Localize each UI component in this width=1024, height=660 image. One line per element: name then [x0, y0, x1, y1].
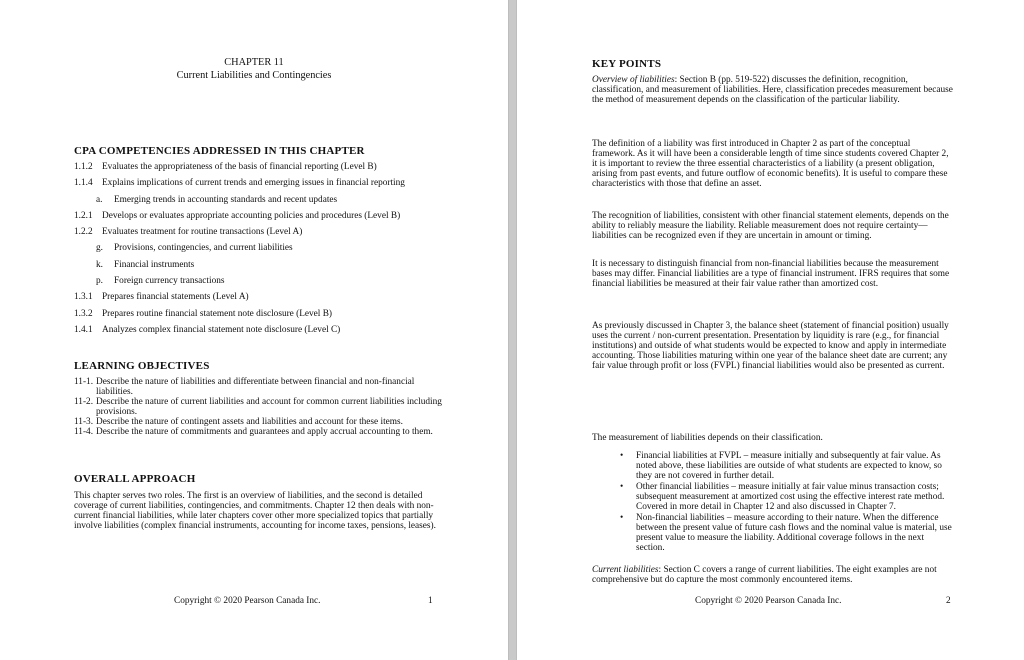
- competency-item: [74, 227, 454, 237]
- footer-copyright: Copyright © 2020 Pearson Canada Inc.: [695, 596, 842, 606]
- overview-text: : Section B (pp. 519-522) discusses the definition, recognition, classification, and measurement of liabilities. Here, classification precedes measurement because the method of measurement depends on the classification of the particular liability.: [592, 75, 953, 105]
- competency-text: Emerging trends in accounting standards and recent updates: [114, 194, 338, 205]
- chapter-number: CHAPTER 11: [224, 57, 284, 68]
- competency-item: [74, 162, 454, 172]
- competency-text: Prepares routine financial statement note disclosure (Level B): [102, 308, 333, 319]
- bullet-icon: •: [620, 513, 624, 523]
- competency-item: [74, 292, 454, 302]
- objective-item: [74, 417, 446, 427]
- bullet-icon: •: [620, 451, 624, 461]
- financial-paragraph: It is necessary to distinguish financial from non-financial liabilities because the measurement bases may differ. Financial liabilities are a type of financial instrument. IFRS requires that some financial liabilities be measured at their fair value rather than amortized cost.: [592, 259, 950, 289]
- learning-objectives-heading: LEARNING OBJECTIVES: [74, 360, 210, 372]
- chapter-heading: [0, 56, 508, 82]
- competency-text: Explains implications of current trends and emerging issues in financial reporting: [102, 178, 405, 189]
- objective-item: [74, 397, 446, 417]
- document-page-2: [516, 0, 1024, 660]
- competency-code: 1.2.1: [74, 210, 93, 221]
- key-points-heading: KEY POINTS: [592, 58, 662, 70]
- competency-item: [74, 178, 454, 188]
- competency-code: 1.2.2: [74, 227, 93, 238]
- document-page-1: [0, 0, 509, 660]
- presentation-paragraph: As previously discussed in Chapter 3, the balance sheet (statement of financial position) usually uses the current / non-current presentation. Presentation by liquidity is rare (e.g., for financial institutions) and outside of what students would be expected to know and apply in intermediate accounting. Those liabilities maturing within one year of the balance sheet date are current; any fair value through profit or loss (FVPL) financial liabilities would also be presented as current.: [592, 321, 949, 371]
- competency-code: a.: [96, 194, 103, 205]
- objective-text: Describe the nature of commitments and guarantees and apply accrual accounting to them.: [96, 427, 433, 437]
- competencies-list: [74, 162, 454, 341]
- competency-item: [74, 243, 454, 253]
- competency-text: Evaluates treatment for routine transactions (Level A): [102, 227, 303, 238]
- objective-item: [74, 377, 446, 397]
- objective-text: Describe the nature of contingent assets and liabilities and account for these items.: [96, 417, 403, 427]
- competency-item: [74, 325, 454, 335]
- competency-code: 1.1.2: [74, 162, 93, 172]
- competency-text: Provisions, contingencies, and current liabilities: [114, 243, 293, 254]
- measurement-bullets: [618, 451, 953, 554]
- competency-text: Evaluates the appropriateness of the basis of financial reporting (Level B): [102, 162, 377, 172]
- competency-item: [74, 309, 454, 319]
- competency-text: Prepares financial statements (Level A): [102, 292, 249, 303]
- competency-text: Foreign currency transactions: [114, 276, 225, 287]
- competency-text: Analyzes complex financial statement note disclosure (Level C): [102, 324, 341, 335]
- page-number: 2: [946, 596, 951, 606]
- objective-number: 11-3.: [74, 417, 94, 427]
- objectives-list: [74, 377, 446, 437]
- objective-text: Describe the nature of current liabilities and account for common current liabilities including provisions.: [96, 397, 442, 417]
- bullet-text: Non-financial liabilities – measure according to their nature. When the difference between the present value of future cash flows and the nominal value is material, use present value to measure the liability. Additional coverage follows in the next section.: [636, 513, 952, 553]
- bullet-item: [618, 482, 953, 512]
- bullet-text: Other financial liabilities – measure initially at fair value minus transaction costs; subsequent measurement at amortized cost using the effective interest rate method. Covered in more detail in Chapter 12 and also discussed in Chapter 7.: [636, 482, 945, 512]
- footer-copyright: Copyright © 2020 Pearson Canada Inc.: [174, 596, 321, 606]
- definition-paragraph: The definition of a liability was first introduced in Chapter 2 as part of the conceptual framework. As it will have been a considerable length of time since students covered Chapter 2, it is important to review the three essential characteristics of a liability (a present obligation, arising from past events, and future outflow of economic benefits). It is useful to compare these characteristics with those that define an asset.: [592, 139, 949, 189]
- bullet-icon: •: [620, 482, 624, 492]
- competency-code: 1.3.1: [74, 292, 93, 303]
- objective-number: 11-1.: [74, 377, 94, 387]
- measurement-paragraph: The measurement of liabilities depends on their classification.: [592, 433, 823, 443]
- overview-label: Overview of liabilities: [592, 75, 675, 85]
- competency-item: [74, 276, 454, 286]
- chapter-title: Current Liabilities and Contingencies: [176, 70, 332, 81]
- cpa-competencies-heading: CPA COMPETENCIES ADDRESSED IN THIS CHAPTER: [74, 145, 365, 157]
- current-liabilities-paragraph: [592, 565, 954, 585]
- competency-code: 1.1.4: [74, 178, 93, 189]
- overall-approach-text: This chapter serves two roles. The first is an overview of liabilities, and the second is detailed coverage of current liabilities, contingencies, and commitments. Chapter 12 then deals with non-current financial liabilities, while later chapters cover other more specialized topics that partially involve liabilities (complex financial instruments, accounting for income taxes, pensions, leases).: [74, 491, 436, 531]
- bullet-text: Financial liabilities at FVPL – measure initially and subsequently at fair value. As noted above, these liabilities are outside of what students are expected to know, so they are not covered in further detail.: [636, 451, 942, 481]
- objective-text: Describe the nature of liabilities and differentiate between financial and non-financial liabilities.: [96, 377, 415, 397]
- recognition-paragraph: The recognition of liabilities, consistent with other financial statement elements, depends on the ability to reliably measure the liability. Reliable measurement does not require certainty—liabilities can be recognized even if they are uncertain in amount or timing.: [592, 211, 949, 241]
- objective-item: [74, 427, 446, 437]
- competency-code: k.: [96, 259, 103, 270]
- objective-number: 11-2.: [74, 397, 94, 407]
- competency-code: g.: [96, 243, 103, 254]
- overall-approach-heading: OVERALL APPROACH: [74, 473, 196, 485]
- competency-item: [74, 211, 454, 221]
- objective-number: 11-4.: [74, 427, 94, 437]
- competency-code: 1.3.2: [74, 308, 93, 319]
- competency-code: p.: [96, 276, 103, 287]
- competency-item: [74, 195, 454, 205]
- bullet-item: [618, 451, 953, 481]
- current-liabilities-text: : Section C covers a range of current liabilities. The eight examples are not comprehensive but do capture the most commonly encountered items.: [592, 565, 937, 585]
- competency-code: 1.4.1: [74, 324, 93, 335]
- page-number: 1: [428, 596, 433, 606]
- page-gutter: [509, 0, 516, 660]
- overview-paragraph: [592, 75, 954, 105]
- competency-text: Develops or evaluates appropriate accounting policies and procedures (Level B): [102, 210, 401, 221]
- bullet-item: [618, 513, 953, 553]
- competency-text: Financial instruments: [114, 259, 195, 270]
- competency-item: [74, 260, 454, 270]
- current-liabilities-label: Current liabilities: [592, 565, 659, 575]
